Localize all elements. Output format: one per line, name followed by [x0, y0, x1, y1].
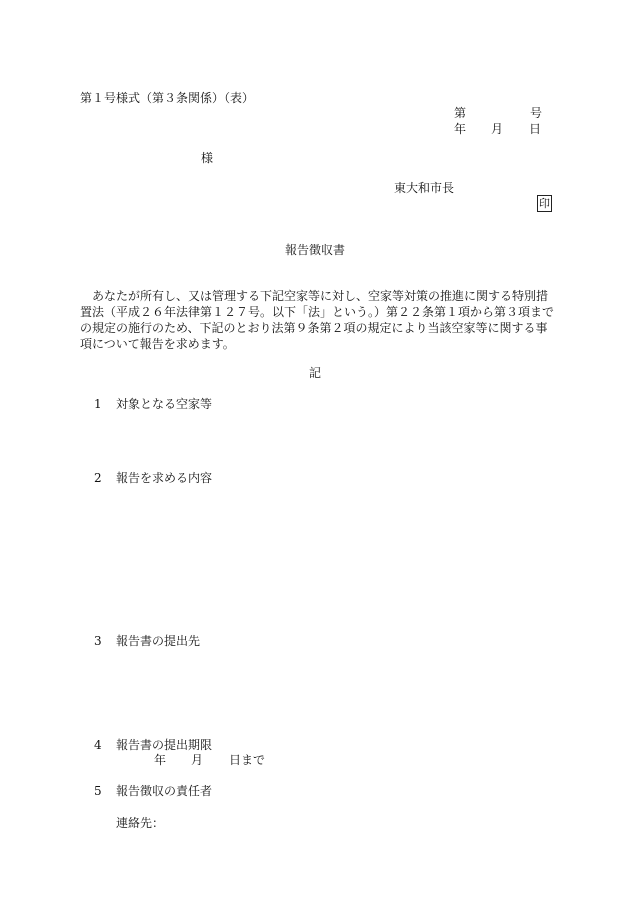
item-1-number: 1: [94, 397, 102, 411]
form-label: 第１号様式（第３条関係）（表）: [80, 91, 255, 105]
seal-text: 印: [539, 197, 550, 210]
body-paragraph: あなたが所有し、又は管理する下記空家等に対し、空家等対策の推進に関する特別措置法（平成２６年法律第１２７号。以下「法」という。）第２２条第１項から第３項までの規定の施行のため、下記のとおり法第９条第２項の規定により当該空家等に関する事項について報告を求めます。: [80, 289, 555, 351]
document-title: 報告徴収書: [285, 243, 346, 257]
item-2-label: 報告を求める内容: [116, 471, 213, 485]
seal-mark: [537, 195, 552, 212]
item-4-number: 4: [94, 738, 102, 752]
contact-label: 連絡先：: [116, 816, 165, 830]
issuer-name: 東大和市長: [394, 181, 455, 195]
item-2-number: 2: [94, 471, 102, 485]
item-5: [94, 784, 212, 798]
item-5-number: 5: [94, 784, 102, 798]
item-1-label: 対象となる空家等: [116, 397, 213, 411]
item-5-label: 報告徴収の責任者: [116, 784, 213, 798]
deadline-month: 月: [191, 753, 204, 767]
item-2: [94, 471, 212, 485]
date-year: 年: [454, 122, 467, 136]
item-1: [94, 397, 212, 411]
deadline-year: 年: [154, 753, 167, 767]
note-heading: 記: [309, 366, 322, 380]
item-3: [94, 634, 200, 648]
item-3-number: 3: [94, 634, 102, 648]
deadline-until: 日まで: [229, 753, 266, 767]
item-3-label: 報告書の提出先: [116, 634, 201, 648]
item-4-label: 報告書の提出期限: [116, 738, 213, 752]
date-day: 日: [529, 122, 542, 136]
item-4: [94, 738, 212, 752]
doc-number-prefix: 第: [454, 106, 467, 120]
addressee-suffix: 様: [201, 151, 214, 165]
doc-number-suffix: 号: [530, 106, 543, 120]
date-month: 月: [491, 122, 504, 136]
